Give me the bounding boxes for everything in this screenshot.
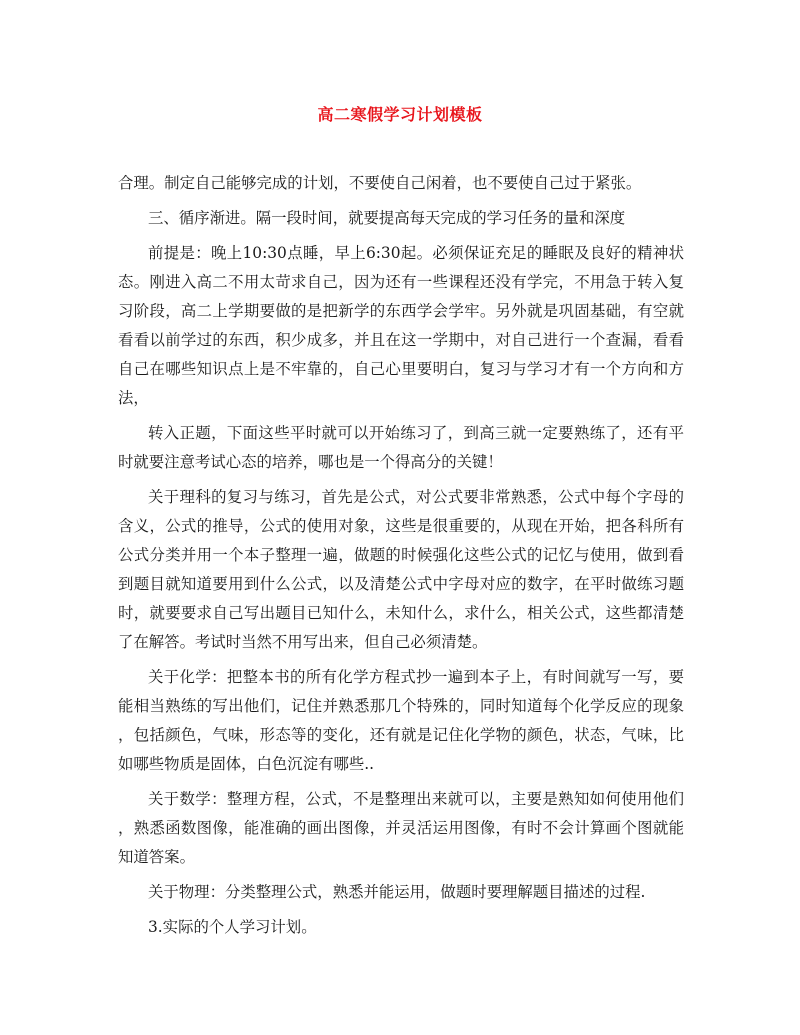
- text-line: 关于理科的复习与练习，首先是公式，对公式要非常熟悉，公式中每个字母的: [148, 488, 684, 506]
- paragraph-p3: [118, 239, 684, 413]
- paragraph-p8: [118, 878, 684, 907]
- paragraph-p5: [118, 483, 684, 657]
- text-line: 时就要注意考试心态的培养，哪也是一个得高分的关键！: [118, 453, 503, 471]
- text-line: 自己在哪些知识点上是不牢靠的，自己心里要明白，复习与学习才有一个方向和方: [118, 360, 684, 378]
- text-line: 看看以前学过的东西，积少成多，并且在这一学期中，对自己进行一个查漏，看看: [118, 331, 684, 349]
- text-line: 能相当熟练的写出他们，记住并熟悉那几个特殊的，同时知道每个化学反应的现象: [118, 697, 684, 715]
- text-line: 含义，公式的推导，公式的使用对象，这些是很重要的，从现在开始，把各科所有: [118, 517, 684, 535]
- text-line: 时，就要要求自己写出题目已知什么，未知什么，求什么，相关公式，这些都清楚: [118, 604, 684, 622]
- text-line: 知道答案。: [118, 848, 195, 866]
- text-line: 合理。制定自己能够完成的计划，不要使自己闲着，也不要使自己过于紧张。: [118, 174, 642, 192]
- text-line: 关于物理：分类整理公式，熟悉并能运用，做题时要理解题目描述的过程.: [148, 883, 646, 901]
- text-line: 关于数学：整理方程，公式，不是整理出来就可以，主要是熟知如何使用他们: [148, 790, 684, 808]
- text-line: 了在解答。考试时当然不用写出来，但自己必须清楚。: [118, 633, 488, 651]
- text-line: 如哪些物质是固体，白色沉淀有哪些..: [118, 755, 375, 773]
- text-line: ，包括颜色，气味，形态等的变化，还有就是记住化学物的颜色，状态，气味，比: [118, 726, 684, 744]
- text-line: 公式分类并用一个本子整理一遍，做题的时候强化这些公式的记忆与使用，做到看: [118, 546, 684, 564]
- document-body: [118, 169, 684, 942]
- paragraph-p7: [118, 785, 684, 872]
- text-line: 法，: [118, 389, 149, 407]
- paragraph-p4: [118, 419, 684, 477]
- paragraph-p6: [118, 663, 684, 779]
- text-line: 前提是：晚上10:30点睡，早上6:30起。必须保证充足的睡眠及良好的精神状: [148, 244, 684, 262]
- text-line: 3.实际的个人学习计划。: [148, 918, 317, 936]
- text-line: 三、循序渐进。隔一段时间，就要提高每天完成的学习任务的量和深度: [148, 209, 626, 227]
- text-line: 到题目就知道要用到什么公式，以及清楚公式中字母对应的数字，在平时做练习题: [118, 575, 684, 593]
- text-line: 关于化学：把整本书的所有化学方程式抄一遍到本子上，有时间就写一写，要: [148, 668, 684, 686]
- text-line: 习阶段，高二上学期要做的是把新学的东西学会学牢。另外就是巩固基础，有空就: [118, 302, 684, 320]
- text-line: ，熟悉函数图像，能准确的画出图像，并灵活运用图像，有时不会计算画个图就能: [118, 819, 684, 837]
- document-title: 高二寒假学习计划模板: [317, 105, 483, 124]
- paragraph-p9: [118, 913, 684, 942]
- paragraph-p2: [118, 204, 684, 233]
- text-line: 转入正题，下面这些平时就可以开始练习了，到高三就一定要熟练了，还有平: [148, 424, 684, 442]
- paragraph-p1: [118, 169, 684, 198]
- text-line: 态。刚进入高二不用太苛求自己，因为还有一些课程还没有学完，不用急于转入复: [118, 273, 684, 291]
